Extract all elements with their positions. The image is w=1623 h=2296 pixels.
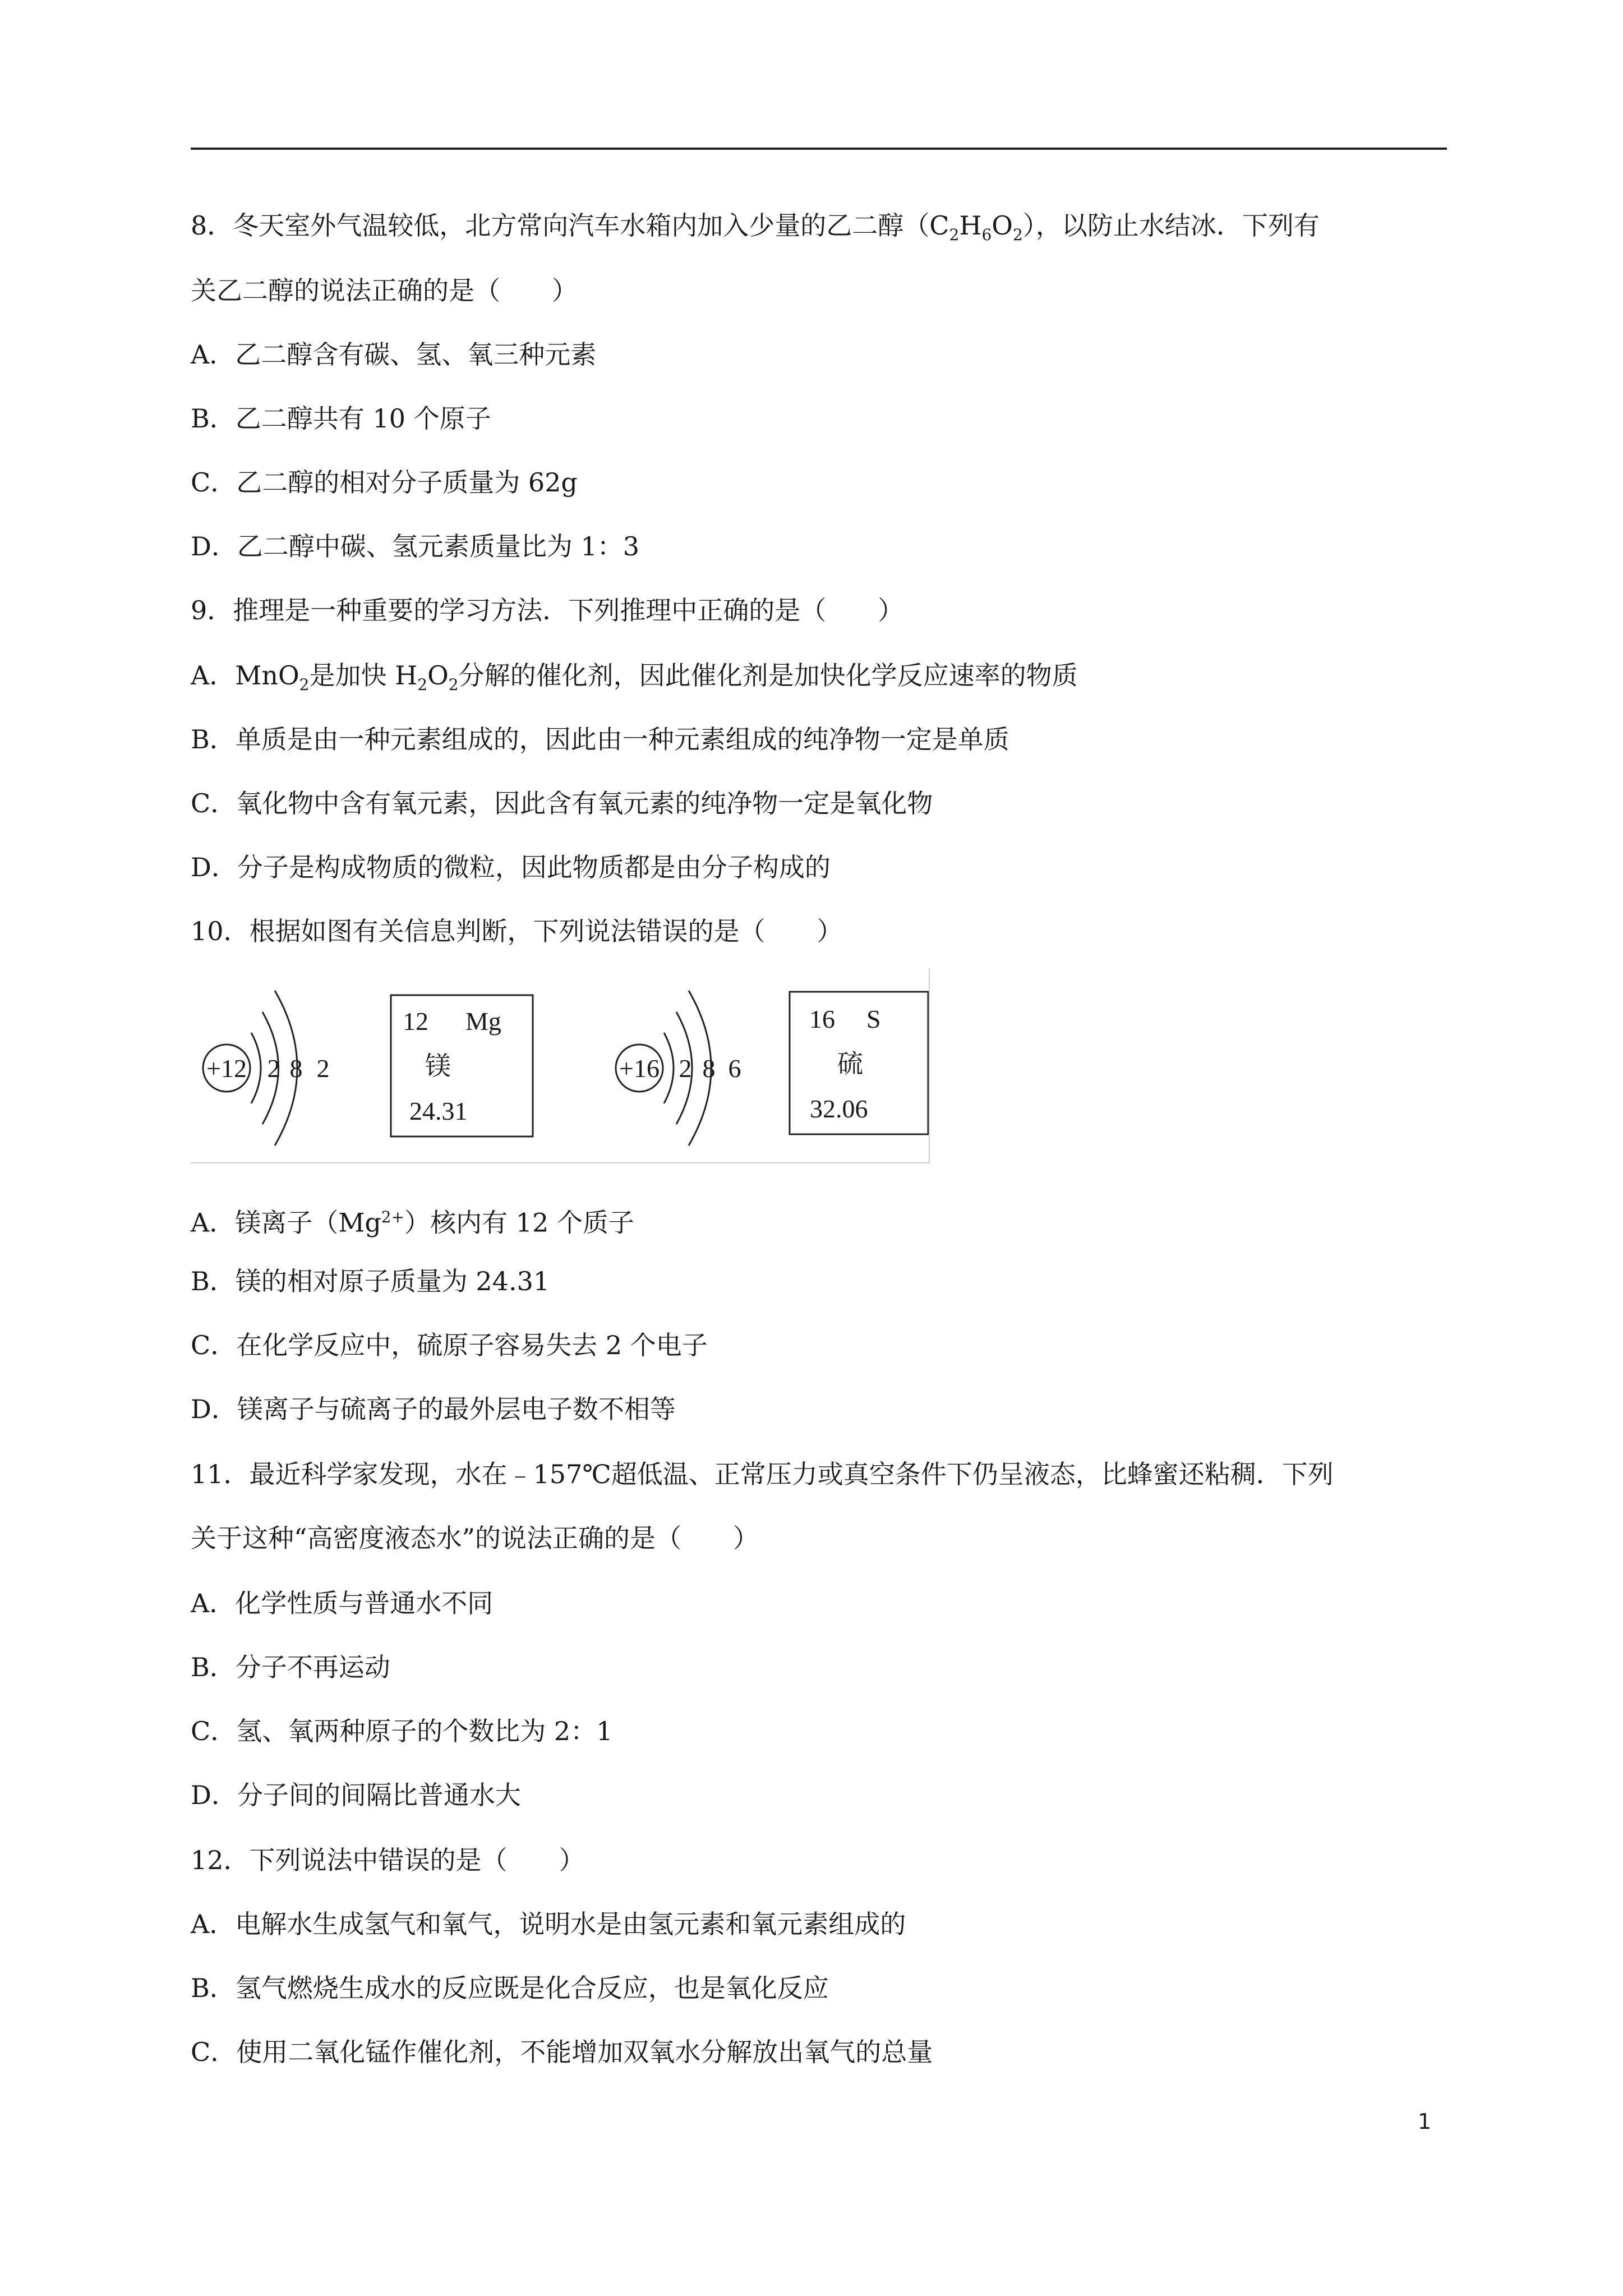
s-shell-3: 6: [728, 1054, 741, 1083]
q9-option-d: D．分子是构成物质的微粒，因此物质都是由分子构成的: [191, 852, 831, 882]
q11-stem-line2: 关于这种“高密度液态水”的说法正确的是（ ）: [191, 1523, 759, 1553]
q11-option-b: B．分子不再运动: [191, 1652, 390, 1682]
header-rule: [191, 148, 1447, 150]
q10-stem: 10．根据如图有关信息判断，下列说法错误的是（ ）: [191, 916, 843, 946]
q9-stem: 9．推理是一种重要的学习方法．下列推理中正确的是（ ）: [191, 595, 904, 625]
mg-nucleus-charge: +12: [206, 1054, 247, 1083]
q11-option-c: C．氢、氧两种原子的个数比为 2：1: [191, 1716, 613, 1746]
s-nucleus-charge: +16: [619, 1054, 660, 1083]
q12-option-c: C．使用二氧化锰作催化剂，不能增加双氧水分解放出氧气的总量: [191, 2037, 933, 2067]
q11-option-d: D．分子间的间隔比普通水大: [191, 1780, 521, 1810]
mg-atomic-mass: 24.31: [409, 1097, 468, 1125]
q12-stem: 12．下列说法中错误的是（ ）: [191, 1845, 585, 1875]
q8-stem-line2: 关乙二醇的说法正确的是（ ）: [191, 275, 578, 306]
s-shell-1: 2: [679, 1054, 692, 1083]
mg-name: 镁: [425, 1052, 451, 1080]
s-shell-2: 8: [702, 1054, 716, 1083]
mg-atomic-number: 12: [403, 1007, 428, 1036]
q12-option-a: A．电解水生成氢气和氧气，说明水是由氢元素和氧元素组成的: [191, 1909, 906, 1939]
q11-stem-line1: 11．最近科学家发现，水在﹣157℃超低温、正常压力或真空条件下仍呈液态，比蜂蜜还粘稠．下列: [191, 1459, 1334, 1489]
mg-shell-1: 2: [267, 1054, 280, 1083]
q12-option-b: B．氢气燃烧生成水的反应既是化合反应，也是氧化反应: [191, 1973, 829, 2003]
s-name: 硫: [837, 1050, 863, 1078]
q11-option-a: A．化学性质与普通水不同: [191, 1588, 494, 1618]
q9-option-b: B．单质是由一种元素组成的，因此由一种元素组成的纯净物一定是单质: [191, 724, 1009, 754]
s-atomic-mass: 32.06: [810, 1094, 868, 1123]
atom-structure-figure: [191, 968, 930, 1163]
q8-option-b: B．乙二醇共有 10 个原子: [191, 403, 491, 434]
s-atomic-number: 16: [809, 1005, 835, 1033]
q10-option-b: B．镁的相对原子质量为 24.31: [191, 1266, 550, 1296]
q9-option-c: C．氧化物中含有氧元素，因此含有氧元素的纯净物一定是氧化物: [191, 788, 933, 818]
q8-stem-line1: 8．冬天室外气温较低，北方常向汽车水箱内加入少量的乙二醇$(C_2H_6O_2)$，以防止水结冰．下列有: [191, 210, 1320, 245]
ethylene-glycol-formula: $C_2H_6O_2$: [929, 210, 1023, 245]
q8-option-c: C．乙二醇的相对分子质量为 62g: [191, 467, 578, 498]
mg-symbol: Mg: [465, 1007, 501, 1036]
q8-option-a: A．乙二醇含有碳、氢、氧三种元素: [191, 339, 597, 370]
mg-shell-3: 2: [316, 1054, 330, 1083]
page-number: 1: [1418, 2109, 1432, 2134]
mg-shell-2: 8: [289, 1054, 303, 1083]
q8-option-d: D．乙二醇中碳、氢元素质量比为 1：3: [191, 531, 640, 562]
q10-option-a: A．镁离子$(Mg^{2+})$核内有 12 个质子: [191, 1207, 634, 1238]
q10-option-c: C．在化学反应中，硫原子容易失去 2 个电子: [191, 1330, 708, 1360]
s-symbol: S: [866, 1005, 881, 1033]
q9-option-a: A．MnO$_2$是加快 $H_2O_2$分解的催化剂，因此催化剂是加快化学反应速率的物质: [191, 660, 1078, 694]
q10-option-d: D．镁离子与硫离子的最外层电子数不相等: [191, 1394, 676, 1424]
